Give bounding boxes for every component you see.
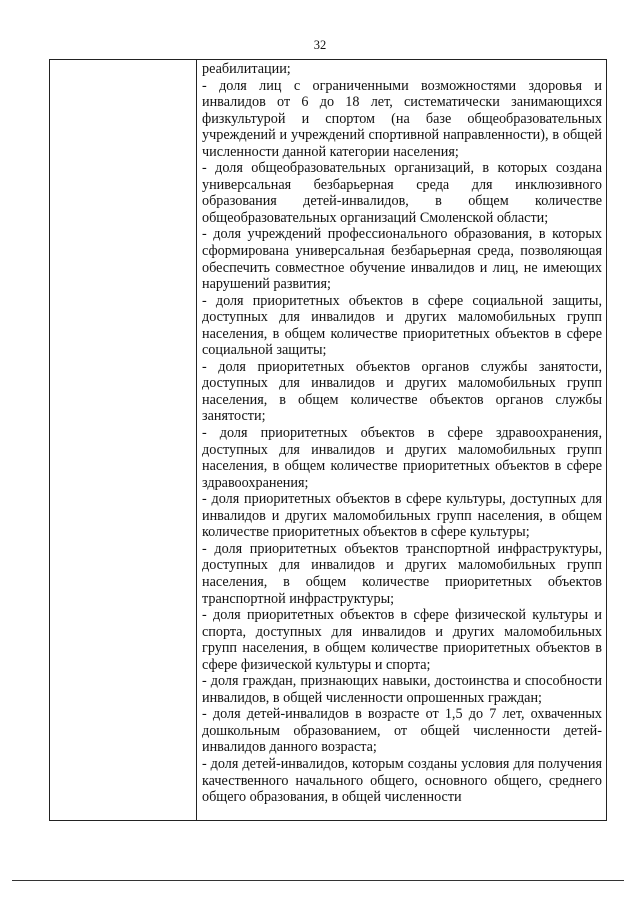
paragraph: реабилитации; [202, 61, 291, 77]
paragraph: - доля граждан, признающих навыки, достоинства и способности инвалидов, в общей численности опрошенных граждан; [202, 673, 602, 706]
paragraph: - доля детей-инвалидов, которым созданы условия для получения качественного начального общего, основного общего, среднего общего образования, в общей численности [202, 755, 602, 806]
paragraph: - доля приоритетных объектов в сфере культуры, доступных для инвалидов и других маломобильных групп населения, в общем количестве приоритетных объектов в сфере культуры; [202, 491, 602, 541]
paragraph: - доля приоритетных объектов в сфере социальной защиты, доступных для инвалидов и других маломобильных групп населения, в общем количестве приоритетных объектов в сфере социальной защиты; [202, 292, 602, 359]
paragraph: - доля общеобразовательных организаций, в которых создана универсальная безбарьерная среда для инклюзивного образования детей-инвалидов, в общем количестве общеобразовательных организаций Смоленской области; [202, 160, 602, 226]
bottom-rule [12, 880, 624, 881]
table-row [50, 60, 607, 821]
document-table [49, 59, 607, 821]
table-right-cell [197, 60, 607, 821]
paragraph: - доля приоритетных объектов органов службы занятости, доступных для инвалидов и других маломобильных групп населения, в общем количестве объектов органов службы занятости; [202, 358, 602, 425]
paragraph: - доля учреждений профессионального образования, в которых сформирована универсальная безбарьерная среда, позволяющая обеспечить совместное обучение инвалидов и лиц, не имеющих нарушений развития; [202, 226, 602, 293]
table-left-cell [50, 60, 197, 821]
paragraph: - доля детей-инвалидов в возрасте от 1,5 до 7 лет, охваченных дошкольным образованием, от общей численности детей-инвалидов данного возраста; [202, 706, 602, 756]
paragraph: - доля приоритетных объектов в сфере здравоохранения, доступных для инвалидов и других маломобильных групп населения, в общем количестве приоритетных объектов в сфере здравоохранения; [202, 425, 602, 491]
page-number: 32 [313, 38, 327, 52]
paragraph: - доля приоритетных объектов в сфере физической культуры и спорта, доступных для инвалидов и других маломобильных групп населения, в общем количестве приоритетных объектов в сфере физической культуры и спорта; [202, 607, 602, 673]
paragraph: - доля лиц с ограниченными возможностями здоровья и инвалидов от 6 до 18 лет, систематически занимающихся физкультурой и спортом (на базе общеобразовательных учреждений и учреждений спортивной направленности), в общей численности данной категории населения; [202, 77, 602, 160]
paragraph: - доля приоритетных объектов транспортной инфраструктуры, доступных для инвалидов и других маломобильных групп населения, в общем количестве приоритетных объектов транспортной инфраструктуры; [202, 540, 602, 607]
